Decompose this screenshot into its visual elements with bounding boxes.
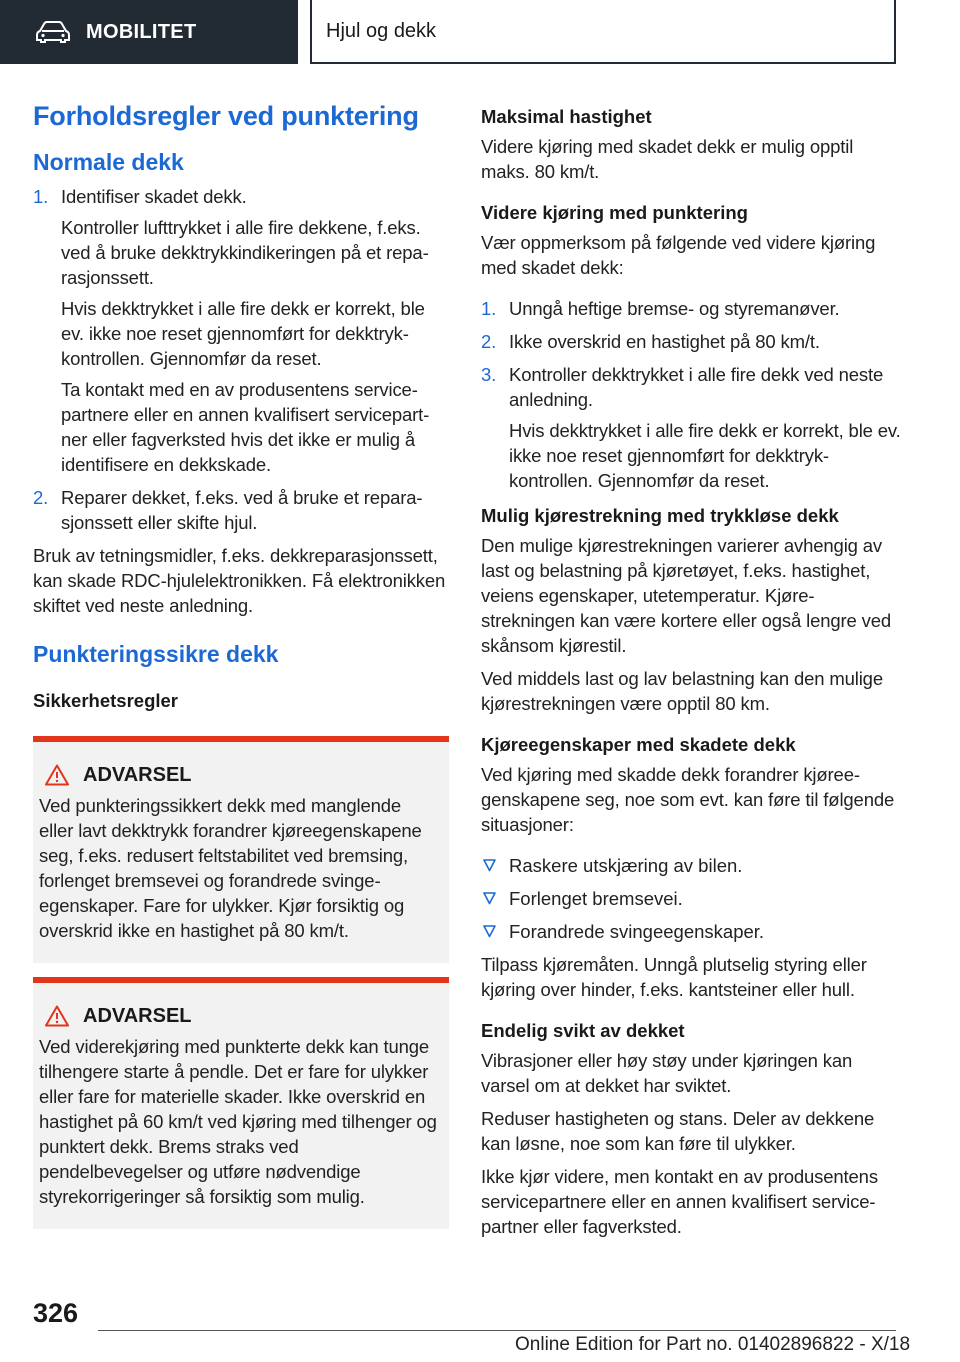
failure-heading: Endelig svikt av dekket bbox=[481, 1020, 685, 1041]
failure-text: Ikke kjør videre, men kontakt en av produsentens servicepartnere eller en annen kvalifisert servicepartner eller fagverksted. bbox=[481, 1166, 878, 1237]
step-text: Kontroller dekktrykket i alle fire dekk ved neste anledning. bbox=[509, 364, 884, 410]
list-item bbox=[33, 184, 449, 477]
sealant-note: Bruk av tetningsmidler, f.eks. dekkreparasjonssett, kan skade RDC-hjulelektronikken. Få elektronikken skiftet ved neste anledning. bbox=[33, 544, 446, 616]
list-item bbox=[481, 296, 901, 321]
list-item bbox=[481, 886, 901, 911]
list-item-text: Raskere utskjæring av bilen. bbox=[509, 855, 743, 876]
triangle-bullet-icon bbox=[483, 892, 496, 905]
step-number: 1. bbox=[33, 185, 49, 207]
step-detail: Hvis dekktrykket i alle fire dekk er korrekt, ble ev. ikke noe reset gjennomført for dekktrykkontrollen. Gjennomfør da reset. bbox=[509, 420, 901, 491]
warning-box bbox=[33, 736, 449, 963]
normal-tires-steps bbox=[33, 184, 449, 535]
continue-driving-steps bbox=[481, 296, 901, 493]
warning-label: ADVARSEL bbox=[83, 763, 192, 786]
handling-after-text: Tilpass kjøremåten. Unngå plutselig styring eller kjøring over hinder, f.eks. kantsteiner eller hull. bbox=[481, 954, 867, 1000]
triangle-bullet-icon bbox=[483, 859, 496, 872]
chapter-label: Hjul og dekk bbox=[326, 19, 437, 42]
triangle-bullet-icon bbox=[483, 925, 496, 938]
list-item bbox=[33, 485, 449, 535]
step-number: 2. bbox=[481, 331, 497, 352]
list-item bbox=[481, 919, 901, 944]
page-title: Forholdsregler ved punktering bbox=[33, 101, 419, 131]
step-detail: Ta kontakt med en av produsentens servicepartnere eller en annen kvalifisert servicepartner eller fagverksted hvis det ikke er mulig å identifisere en dekkskade. bbox=[61, 378, 430, 475]
warning-triangle-icon bbox=[45, 1005, 69, 1027]
max-speed-heading: Maksimal hastighet bbox=[481, 106, 652, 127]
step-detail: Kontroller lufttrykket i alle fire dekkene, f.eks. ved å bruke dekktrykkindikeringen på et reparasjonssett. bbox=[61, 216, 429, 288]
range-text: Den mulige kjørestrekningen varierer avhengig av last og belastning på kjøretøyet, f.eks. hastighet, veiens egenskaper, utetemperatur. Kjørestrekningen kan være kortere eller også lengre ved skånsom kjørestil. bbox=[481, 535, 892, 656]
list-item bbox=[481, 329, 901, 354]
handling-list bbox=[481, 853, 901, 944]
range-heading: Mulig kjørestrekning med trykkløse dekk bbox=[481, 505, 839, 526]
footer-edition: Online Edition for Part no. 01402896822 - X/18 bbox=[515, 1334, 911, 1355]
warning-text: Ved viderekjøring med punkterte dekk kan tunge tilhengere starte å pendle. Det er fare for ulykker eller fare for materielle skader. Ikke overskrid en hastighet på 60 km/t ved kjøring med tilhenger og punktert dekk. Brems straks ved pendelbevegelser og utføre nødvendige styrekorrigeringer så forsiktig som mulig. bbox=[39, 1035, 437, 1207]
warning-text: Ved punkteringssikkert dekk med manglende eller lavt dekktrykk forandrer kjøreegenskapene seg, f.eks. redusert feltstabilitet ved bremsing, forlenget bremsevei og forandrede svingeegenskaper. Fare for ulykker. Kjør forsiktig og overskrid ikke en hastighet på 80 km/t. bbox=[39, 794, 422, 941]
normal-tires-heading: Normale dekk bbox=[33, 148, 184, 175]
warning-label: ADVARSEL bbox=[83, 1004, 192, 1027]
safety-heading: Sikkerhetsregler bbox=[33, 689, 179, 711]
car-icon bbox=[36, 21, 70, 43]
section-label: MOBILITET bbox=[86, 20, 197, 43]
step-number: 1. bbox=[481, 298, 497, 319]
section-tab bbox=[0, 0, 298, 64]
page-header bbox=[0, 0, 960, 66]
step-text: Unngå heftige bremse- og styremanøver. bbox=[509, 298, 840, 319]
list-item-text: Forandrede svingeegenskaper. bbox=[509, 921, 765, 942]
list-item bbox=[481, 853, 901, 878]
page-number: 326 bbox=[33, 1298, 79, 1328]
list-item-text: Forlenget bremsevei. bbox=[509, 888, 683, 909]
warning-title bbox=[39, 764, 439, 787]
footer-divider bbox=[98, 1330, 896, 1331]
warning-title bbox=[39, 1005, 439, 1028]
right-column bbox=[481, 104, 901, 1247]
handling-heading: Kjøreegenskaper med skadete dekk bbox=[481, 734, 796, 755]
step-text: Reparer dekket, f.eks. ved å bruke et reparasjonssett eller skifte hjul. bbox=[61, 486, 423, 533]
warning-box bbox=[33, 977, 449, 1229]
step-text: Identifiser skadet dekk. bbox=[61, 185, 247, 207]
max-speed-text: Videre kjøring med skadet dekk er mulig opptil maks. 80 km/t. bbox=[481, 136, 854, 182]
range-text: Ved middels last og lav belastning kan den mulige kjørestrekningen være opptil 80 km. bbox=[481, 668, 883, 714]
runflat-heading: Punkteringssikre dekk bbox=[33, 640, 279, 667]
handling-text: Ved kjøring med skadde dekk forandrer kjøreegenskapene seg, noe som evt. kan føre til følgende situasjoner: bbox=[481, 764, 895, 835]
step-text: Ikke overskrid en hastighet på 80 km/t. bbox=[509, 331, 820, 352]
continue-driving-heading: Videre kjøring med punktering bbox=[481, 202, 748, 223]
chapter-tab bbox=[310, 0, 896, 64]
step-number: 2. bbox=[33, 486, 49, 508]
warning-triangle-icon bbox=[45, 764, 69, 786]
step-detail: Hvis dekktrykket i alle fire dekk er korrekt, ble ev. ikke noe reset gjennomført for dekktrykkontrollen. Gjennomfør da reset. bbox=[61, 297, 425, 369]
failure-text: Vibrasjoner eller høy støy under kjøringen kan varsel om at dekket har sviktet. bbox=[481, 1050, 853, 1096]
list-item bbox=[481, 362, 901, 493]
failure-text: Reduser hastigheten og stans. Deler av dekkene kan løsne, noe som kan føre til ulykker. bbox=[481, 1108, 875, 1154]
step-number: 3. bbox=[481, 364, 497, 385]
continue-driving-text: Vær oppmerksom på følgende ved videre kjøring med skadet dekk: bbox=[481, 232, 876, 278]
left-column bbox=[33, 100, 449, 1229]
